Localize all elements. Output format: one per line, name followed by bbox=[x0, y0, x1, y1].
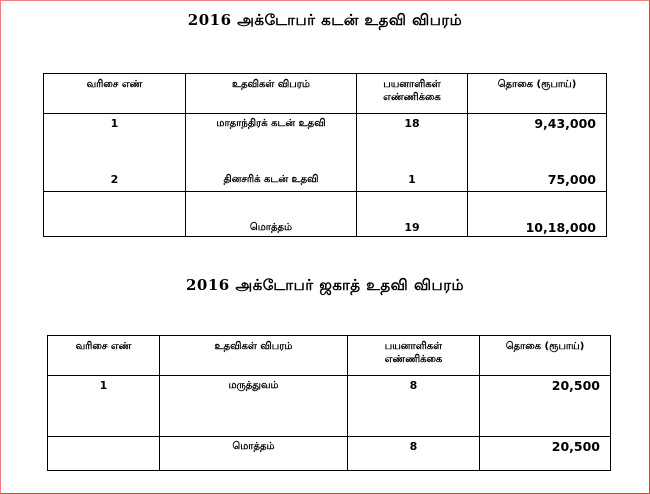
loan-row-2-count: 1 bbox=[357, 173, 468, 192]
zakat-row-1-amount: 20,500 bbox=[480, 376, 611, 437]
zakat-table bbox=[47, 335, 611, 471]
loan-row-1-amount: 9,43,000 bbox=[468, 114, 607, 173]
zakat-header-serial: வரிசை எண் bbox=[48, 336, 160, 376]
loan-header-row bbox=[44, 74, 607, 114]
loan-header-count: பயனாளிகள் எண்ணிக்கை bbox=[357, 74, 468, 114]
loan-row-1-detail: மாதாந்திரக் கடன் உதவி bbox=[186, 114, 357, 173]
zakat-title: 2016 அக்டோபர் ஜகாத் உதவி விபரம் bbox=[185, 276, 465, 294]
zakat-header-detail: உதவிகள் விபரம் bbox=[160, 336, 348, 376]
zakat-total-count: 8 bbox=[348, 437, 480, 471]
zakat-total-label: மொத்தம் bbox=[160, 437, 348, 471]
loan-total-label: மொத்தம் bbox=[186, 192, 357, 237]
loan-row-2 bbox=[44, 173, 607, 192]
loan-header-amount: தொகை (ரூபாய்) bbox=[468, 74, 607, 114]
zakat-total-serial bbox=[48, 437, 160, 471]
loan-row-2-detail: தினசரிக் கடன் உதவி bbox=[186, 173, 357, 192]
loan-row-2-amount: 75,000 bbox=[468, 173, 607, 192]
zakat-total-amount: 20,500 bbox=[480, 437, 611, 471]
zakat-header-count: பயனாளிகள் எண்ணிக்கை bbox=[348, 336, 480, 376]
loan-total-count: 19 bbox=[357, 192, 468, 237]
loan-row-1-serial: 1 bbox=[44, 114, 186, 173]
zakat-row-1-serial: 1 bbox=[48, 376, 160, 437]
zakat-header-amount: தொகை (ரூபாய்) bbox=[480, 336, 611, 376]
loan-header-detail: உதவிகள் விபரம் bbox=[186, 74, 357, 114]
loan-row-1 bbox=[44, 114, 607, 173]
loan-table bbox=[43, 73, 607, 237]
loan-total-amount: 10,18,000 bbox=[468, 192, 607, 237]
zakat-header-row bbox=[48, 336, 611, 376]
loan-row-1-count: 18 bbox=[357, 114, 468, 173]
zakat-row-1-count: 8 bbox=[348, 376, 480, 437]
loan-row-2-serial: 2 bbox=[44, 173, 186, 192]
loan-total-serial bbox=[44, 192, 186, 237]
loan-total-row bbox=[44, 192, 607, 237]
loan-header-serial: வரிசை எண் bbox=[44, 74, 186, 114]
zakat-total-row bbox=[48, 437, 611, 471]
zakat-row-1 bbox=[48, 376, 611, 437]
zakat-row-1-detail: மருத்துவம் bbox=[160, 376, 348, 437]
loan-title: 2016 அக்டோபர் கடன் உதவி விபரம் bbox=[187, 11, 463, 29]
